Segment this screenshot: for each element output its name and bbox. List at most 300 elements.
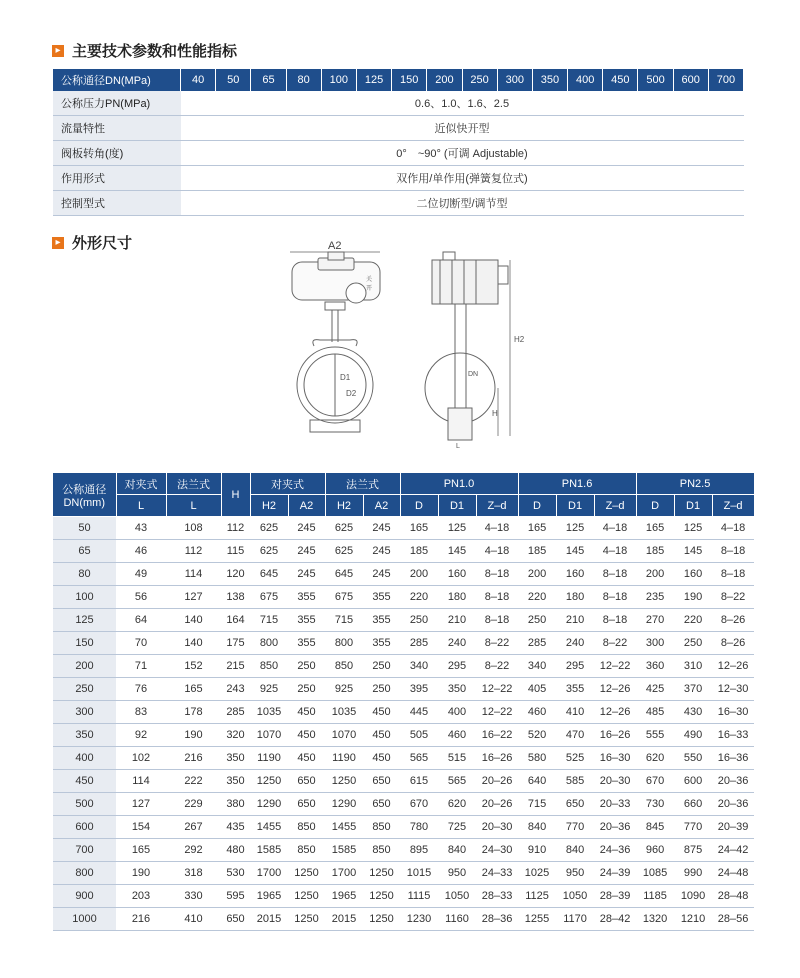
table-cell: 20–39: [712, 816, 754, 839]
table-cell: 585: [556, 770, 594, 793]
dn-cell: 300: [53, 701, 116, 724]
table-cell: 92: [116, 724, 166, 747]
table-cell: 210: [556, 609, 594, 632]
valve-outline-drawing: [280, 238, 530, 450]
table-cell: 20–36: [712, 793, 754, 816]
spec-row: [53, 166, 744, 191]
table-cell: 460: [438, 724, 476, 747]
table-cell: 83: [116, 701, 166, 724]
table-cell: 215: [221, 655, 250, 678]
table-cell: 8–18: [476, 609, 518, 632]
table-cell: 2015: [250, 908, 288, 931]
table-cell: 28–42: [594, 908, 636, 931]
dn-cell: 50: [53, 517, 116, 540]
table-cell: 16–36: [712, 747, 754, 770]
table-cell: 850: [288, 839, 325, 862]
dims-subheader: H2: [325, 495, 363, 517]
table-cell: 160: [674, 563, 712, 586]
table-cell: 485: [636, 701, 674, 724]
table-cell: 355: [363, 586, 400, 609]
spec-row: [53, 116, 744, 141]
dims-subheader: Z–d: [476, 495, 518, 517]
table-cell: 595: [221, 885, 250, 908]
dn-cell: 150: [53, 632, 116, 655]
table-cell: 8–18: [594, 563, 636, 586]
table-cell: 650: [288, 793, 325, 816]
table-cell: 12–26: [594, 701, 636, 724]
dims-subheader: L: [116, 495, 166, 517]
table-cell: 12–26: [594, 678, 636, 701]
table-cell: 1090: [674, 885, 712, 908]
table-cell: 160: [438, 563, 476, 586]
table-cell: 1585: [250, 839, 288, 862]
table-cell: 435: [221, 816, 250, 839]
table-cell: 16–30: [712, 701, 754, 724]
table-cell: 960: [636, 839, 674, 862]
table-cell: 800: [250, 632, 288, 655]
table-cell: 670: [400, 793, 438, 816]
table-row: [53, 908, 754, 931]
table-cell: 164: [221, 609, 250, 632]
table-cell: 770: [674, 816, 712, 839]
table-cell: 240: [438, 632, 476, 655]
table-cell: 185: [518, 540, 556, 563]
table-cell: 1585: [325, 839, 363, 862]
table-cell: 270: [636, 609, 674, 632]
dn-cell: 250: [53, 678, 116, 701]
table-cell: 190: [116, 862, 166, 885]
table-cell: 2015: [325, 908, 363, 931]
dn-cell: 400: [53, 747, 116, 770]
table-cell: 216: [116, 908, 166, 931]
table-cell: 127: [116, 793, 166, 816]
table-cell: 625: [325, 517, 363, 540]
table-cell: 355: [288, 609, 325, 632]
table-cell: 640: [518, 770, 556, 793]
table-cell: 450: [288, 724, 325, 747]
dimensions-table: [53, 473, 755, 931]
table-row: [53, 701, 754, 724]
table-row: [53, 862, 754, 885]
table-cell: 515: [438, 747, 476, 770]
dims-subheader-row: [53, 495, 754, 517]
table-cell: 800: [325, 632, 363, 655]
table-cell: 565: [438, 770, 476, 793]
table-cell: 355: [288, 586, 325, 609]
table-cell: 405: [518, 678, 556, 701]
table-row: [53, 793, 754, 816]
table-cell: 243: [221, 678, 250, 701]
table-cell: 200: [518, 563, 556, 586]
table-cell: 76: [116, 678, 166, 701]
arrow-right-icon: ▸: [52, 45, 64, 57]
spec-label: 作用形式: [53, 166, 181, 191]
table-cell: 20–26: [476, 770, 518, 793]
table-cell: 138: [221, 586, 250, 609]
close-mark: 关: [366, 277, 373, 283]
table-cell: 725: [438, 816, 476, 839]
table-cell: 112: [166, 540, 221, 563]
table-row: [53, 517, 754, 540]
table-cell: 715: [325, 609, 363, 632]
table-row: [53, 839, 754, 862]
table-cell: 1190: [325, 747, 363, 770]
table-cell: 650: [288, 770, 325, 793]
table-cell: 8–18: [712, 563, 754, 586]
table-cell: 145: [674, 540, 712, 563]
table-cell: 950: [556, 862, 594, 885]
table-cell: 12–22: [476, 701, 518, 724]
table-cell: 715: [250, 609, 288, 632]
table-cell: 1320: [636, 908, 674, 931]
table-cell: 250: [518, 609, 556, 632]
table-cell: 650: [363, 793, 400, 816]
table-cell: 445: [400, 701, 438, 724]
table-cell: 1115: [400, 885, 438, 908]
arrow-right-icon: ▸: [52, 237, 64, 249]
table-cell: 840: [556, 839, 594, 862]
table-cell: 245: [288, 540, 325, 563]
dn-cell: 65: [53, 540, 116, 563]
table-cell: 20–33: [594, 793, 636, 816]
table-cell: 165: [518, 517, 556, 540]
table-cell: 395: [400, 678, 438, 701]
table-cell: 165: [116, 839, 166, 862]
table-cell: 460: [518, 701, 556, 724]
table-cell: 112: [221, 517, 250, 540]
table-cell: 24–39: [594, 862, 636, 885]
table-cell: 1025: [518, 862, 556, 885]
table-cell: 28–48: [712, 885, 754, 908]
spec-table: [53, 69, 744, 216]
table-cell: 505: [400, 724, 438, 747]
table-cell: 530: [221, 862, 250, 885]
table-cell: 1250: [363, 908, 400, 931]
table-cell: 1085: [636, 862, 674, 885]
table-cell: 670: [636, 770, 674, 793]
table-cell: 24–33: [476, 862, 518, 885]
table-cell: 355: [363, 632, 400, 655]
table-cell: 1250: [250, 770, 288, 793]
table-cell: 400: [438, 701, 476, 724]
table-cell: 410: [556, 701, 594, 724]
table-cell: 1050: [438, 885, 476, 908]
h-label: H: [492, 409, 498, 418]
table-cell: 480: [221, 839, 250, 862]
table-cell: 645: [250, 563, 288, 586]
section-title-dimensions: [52, 232, 132, 253]
dn-cell: 100: [53, 586, 116, 609]
col-header-flange-l: 法兰式: [166, 473, 221, 495]
table-cell: 620: [636, 747, 674, 770]
col-header-pn10: PN1.0: [400, 473, 518, 495]
table-cell: 318: [166, 862, 221, 885]
table-cell: 8–26: [712, 609, 754, 632]
table-cell: 229: [166, 793, 221, 816]
table-cell: 1250: [363, 862, 400, 885]
table-cell: 645: [325, 563, 363, 586]
table-row: [53, 540, 754, 563]
table-cell: 4–18: [594, 540, 636, 563]
front-view: [290, 240, 380, 432]
table-cell: 185: [400, 540, 438, 563]
table-cell: 1035: [325, 701, 363, 724]
spec-dn-value: 50: [216, 69, 251, 91]
table-cell: 220: [518, 586, 556, 609]
table-cell: 625: [325, 540, 363, 563]
table-cell: 28–33: [476, 885, 518, 908]
table-cell: 1160: [438, 908, 476, 931]
table-cell: 350: [221, 747, 250, 770]
table-cell: 24–42: [712, 839, 754, 862]
table-cell: 20–30: [594, 770, 636, 793]
table-cell: 4–18: [594, 517, 636, 540]
table-cell: 245: [288, 517, 325, 540]
table-cell: 71: [116, 655, 166, 678]
spec-dn-value: 300: [497, 69, 532, 91]
table-cell: 1290: [250, 793, 288, 816]
table-cell: 8–26: [712, 632, 754, 655]
table-cell: 1455: [325, 816, 363, 839]
table-cell: 152: [166, 655, 221, 678]
spec-dn-value: 150: [392, 69, 427, 91]
table-cell: 4–18: [712, 517, 754, 540]
table-cell: 1170: [556, 908, 594, 931]
table-cell: 16–30: [594, 747, 636, 770]
table-cell: 8–22: [594, 632, 636, 655]
table-cell: 950: [438, 862, 476, 885]
table-cell: 292: [166, 839, 221, 862]
table-cell: 355: [556, 678, 594, 701]
table-cell: 1250: [325, 770, 363, 793]
spec-dn-value: 125: [356, 69, 391, 91]
table-cell: 1015: [400, 862, 438, 885]
table-cell: 127: [166, 586, 221, 609]
table-cell: 380: [221, 793, 250, 816]
table-cell: 285: [518, 632, 556, 655]
table-cell: 16–22: [476, 724, 518, 747]
table-cell: 430: [674, 701, 712, 724]
table-cell: 1250: [363, 885, 400, 908]
table-cell: 70: [116, 632, 166, 655]
table-row: [53, 586, 754, 609]
spec-row: [53, 91, 744, 116]
table-cell: 203: [116, 885, 166, 908]
table-cell: 220: [674, 609, 712, 632]
dn-cell: 80: [53, 563, 116, 586]
table-cell: 450: [363, 747, 400, 770]
table-row: [53, 885, 754, 908]
table-cell: 178: [166, 701, 221, 724]
section-title-text: 主要技术参数和性能指标: [72, 43, 238, 60]
table-cell: 1250: [288, 862, 325, 885]
table-cell: 24–30: [476, 839, 518, 862]
table-cell: 650: [221, 908, 250, 931]
table-cell: 240: [556, 632, 594, 655]
table-cell: 350: [438, 678, 476, 701]
table-cell: 125: [674, 517, 712, 540]
table-cell: 370: [674, 678, 712, 701]
col-header-pn16: PN1.6: [518, 473, 636, 495]
table-cell: 490: [674, 724, 712, 747]
d2-label: D2: [346, 389, 357, 398]
table-cell: 28–39: [594, 885, 636, 908]
table-cell: 895: [400, 839, 438, 862]
table-cell: 250: [288, 655, 325, 678]
table-cell: 216: [166, 747, 221, 770]
table-cell: 525: [556, 747, 594, 770]
table-cell: 850: [363, 839, 400, 862]
side-view: [425, 252, 525, 450]
table-cell: 875: [674, 839, 712, 862]
table-cell: 565: [400, 747, 438, 770]
dn-cell: 1000: [53, 908, 116, 931]
table-cell: 250: [674, 632, 712, 655]
table-cell: 1455: [250, 816, 288, 839]
table-cell: 190: [674, 586, 712, 609]
spec-label: 公称通径DN(MPa): [53, 69, 181, 91]
table-cell: 340: [400, 655, 438, 678]
spec-row: [53, 191, 744, 216]
table-cell: 300: [636, 632, 674, 655]
table-row: [53, 747, 754, 770]
spec-label: 控制型式: [53, 191, 181, 216]
table-cell: 12–22: [594, 655, 636, 678]
table-cell: 840: [518, 816, 556, 839]
table-cell: 1050: [556, 885, 594, 908]
spec-row: [53, 141, 744, 166]
table-cell: 580: [518, 747, 556, 770]
table-row: [53, 655, 754, 678]
spec-dn-value: 600: [673, 69, 708, 91]
table-cell: 450: [363, 701, 400, 724]
table-cell: 625: [250, 517, 288, 540]
table-cell: 12–30: [712, 678, 754, 701]
table-cell: 140: [166, 609, 221, 632]
table-cell: 8–22: [712, 586, 754, 609]
table-cell: 165: [166, 678, 221, 701]
table-cell: 295: [438, 655, 476, 678]
spec-label: 流量特性: [53, 116, 181, 141]
a2-label: A2: [328, 240, 342, 252]
table-cell: 24–48: [712, 862, 754, 885]
table-cell: 360: [636, 655, 674, 678]
table-cell: 250: [363, 655, 400, 678]
table-cell: 114: [166, 563, 221, 586]
table-cell: 175: [221, 632, 250, 655]
table-cell: 990: [674, 862, 712, 885]
table-row: [53, 632, 754, 655]
spec-dn-value: 250: [462, 69, 497, 91]
spec-dn-value: 350: [532, 69, 567, 91]
table-cell: 43: [116, 517, 166, 540]
spec-dn-value: 450: [603, 69, 638, 91]
dims-subheader: Z–d: [594, 495, 636, 517]
table-cell: 20–30: [476, 816, 518, 839]
table-cell: 8–18: [476, 586, 518, 609]
table-cell: 620: [438, 793, 476, 816]
table-cell: 1700: [250, 862, 288, 885]
dn-cell: 500: [53, 793, 116, 816]
table-cell: 200: [400, 563, 438, 586]
table-cell: 410: [166, 908, 221, 931]
spec-dn-value: 100: [321, 69, 356, 91]
spec-dn-value: 200: [427, 69, 462, 91]
table-cell: 1125: [518, 885, 556, 908]
table-cell: 190: [166, 724, 221, 747]
spec-dn-value: 400: [568, 69, 603, 91]
table-cell: 115: [221, 540, 250, 563]
table-cell: 1965: [325, 885, 363, 908]
table-cell: 140: [166, 632, 221, 655]
table-row: [53, 816, 754, 839]
table-cell: 20–36: [594, 816, 636, 839]
table-cell: 8–18: [594, 609, 636, 632]
table-cell: 8–18: [476, 563, 518, 586]
table-cell: 180: [556, 586, 594, 609]
table-cell: 245: [363, 563, 400, 586]
section-title-text: 外形尺寸: [72, 235, 133, 252]
table-cell: 210: [438, 609, 476, 632]
table-cell: 108: [166, 517, 221, 540]
table-cell: 1070: [325, 724, 363, 747]
table-cell: 8–18: [712, 540, 754, 563]
table-cell: 355: [288, 632, 325, 655]
table-cell: 102: [116, 747, 166, 770]
table-cell: 845: [636, 816, 674, 839]
table-cell: 4–18: [476, 517, 518, 540]
table-cell: 20–26: [476, 793, 518, 816]
table-cell: 120: [221, 563, 250, 586]
d1-label: D1: [340, 373, 351, 382]
table-cell: 220: [400, 586, 438, 609]
table-cell: 925: [325, 678, 363, 701]
dn-cell: 450: [53, 770, 116, 793]
table-cell: 350: [221, 770, 250, 793]
table-cell: 470: [556, 724, 594, 747]
table-cell: 250: [400, 609, 438, 632]
table-cell: 550: [674, 747, 712, 770]
table-row: [53, 678, 754, 701]
table-cell: 160: [556, 563, 594, 586]
table-cell: 185: [636, 540, 674, 563]
col-header-dn: 公称通径 DN(mm): [53, 473, 116, 517]
dn-cell: 900: [53, 885, 116, 908]
section-title-specs: [52, 40, 237, 61]
col-header-pn25: PN2.5: [636, 473, 754, 495]
spec-value: 0.6、1.0、1.6、2.5: [181, 91, 744, 116]
dn-label: DN: [468, 371, 479, 378]
table-cell: 1210: [674, 908, 712, 931]
table-cell: 20–36: [712, 770, 754, 793]
table-cell: 330: [166, 885, 221, 908]
table-cell: 600: [674, 770, 712, 793]
table-cell: 145: [438, 540, 476, 563]
table-cell: 615: [400, 770, 438, 793]
dn-cell: 350: [53, 724, 116, 747]
table-cell: 165: [636, 517, 674, 540]
table-cell: 165: [400, 517, 438, 540]
table-cell: 730: [636, 793, 674, 816]
spec-value: 0° ~90° (可调 Adjustable): [181, 141, 744, 166]
table-row: [53, 770, 754, 793]
table-cell: 125: [438, 517, 476, 540]
table-cell: 200: [636, 563, 674, 586]
spec-dn-value: 700: [708, 69, 743, 91]
table-cell: 1070: [250, 724, 288, 747]
table-cell: 925: [250, 678, 288, 701]
dims-subheader: D1: [438, 495, 476, 517]
